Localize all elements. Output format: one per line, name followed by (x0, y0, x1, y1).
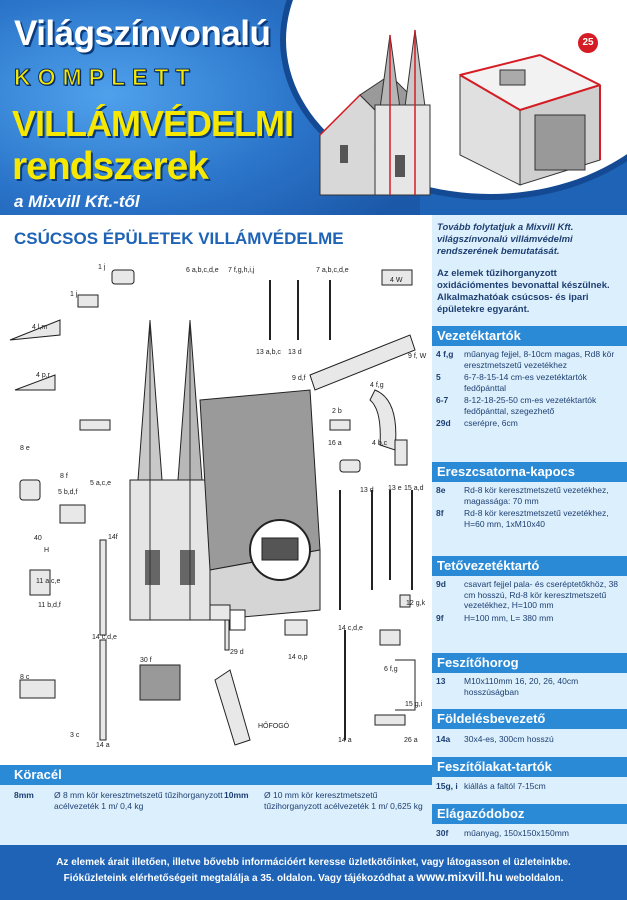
footer (0, 845, 627, 900)
components-illustration (0, 250, 432, 765)
row-desc: cserépre, 6cm (464, 418, 518, 428)
section-title: CSÚCSOS ÉPÜLETEK VILLÁMVÉDELME (14, 229, 344, 248)
row-code: 9d (436, 579, 446, 589)
table-row (436, 781, 624, 792)
footer-text: Fiókűzleteink elérhetőségeit megtalálja a 35. oldalon. Vagy tájékozódhat a (63, 873, 414, 884)
building-illustration (300, 15, 620, 210)
label: 1 j (70, 291, 78, 298)
section-header: Tetővezetéktartó (432, 556, 627, 576)
title-line-5: a Mixvill Kft.-től (14, 192, 140, 211)
table-row (436, 676, 624, 697)
table-row (436, 349, 624, 370)
table-row (436, 372, 624, 393)
label: 6 f,g (384, 666, 398, 673)
table-row (436, 613, 624, 624)
label: 7 a,b,c,d,e (316, 267, 349, 274)
label: HŐFOGÓ (258, 723, 290, 730)
label: 8 c (20, 674, 30, 681)
label: 14 a (338, 737, 352, 744)
row-code: 4 f,g (436, 349, 454, 359)
row-desc: kiállás a faltól 7-15cm (464, 781, 546, 791)
label: 15 g,i (405, 701, 423, 708)
footer-text-end: weboldalon. (505, 873, 564, 884)
table-row (436, 485, 624, 506)
row-code: 8e (436, 485, 446, 495)
table-row (436, 508, 624, 529)
label: 15 a,d (404, 485, 424, 492)
section-rows (436, 781, 624, 794)
intro-bold: Az elemek tűzihorganyzott oxidációmentes bevonattal készülnek. Alkalmazhatóak csúcsos- és ipari épületekre egyaránt. (437, 268, 610, 315)
label: 14f (108, 534, 118, 541)
label: 26 a (404, 737, 418, 744)
section-header: Elágazódoboz (432, 804, 627, 824)
label: 14 c,d,e (338, 625, 363, 632)
label: 9 f, W (408, 353, 427, 360)
row-code: 15g, i (436, 781, 458, 791)
footer-line-1: Az elemek árait illetően, illetve bővebb információért keresse üzletkötőinket, vagy látogasson el üzleteinkbe. (56, 857, 571, 868)
table-row (436, 828, 624, 839)
label: 12 g,k (406, 600, 426, 607)
label: 1 j (98, 264, 106, 271)
row-desc: 30x4-es, 300cm hosszú (464, 734, 554, 744)
section-rows (436, 349, 624, 431)
label: 4 f,g (370, 382, 384, 389)
row-desc: műanyag fejjel, 8-10cm magas, Rd8 kör eresztmetszetű vezetékhez (464, 349, 615, 370)
label: 14 a (96, 742, 110, 749)
row-code: 13 (436, 676, 446, 686)
section-header: Ereszcsatorna-kapocs (432, 462, 627, 482)
intro-italic: Tovább folytatjuk a Mixvill Kft. világszínvonalú villámvédelmi rendszerének bemutatását. (437, 222, 574, 257)
label: 30 f (140, 657, 152, 664)
label: 7 f,g,h,i,j (228, 267, 255, 274)
label: 2 b (332, 408, 342, 415)
row-code: 6-7 (436, 395, 449, 405)
label: 13 d (288, 349, 302, 356)
label: 4 W (390, 277, 403, 284)
title-line-1: Világszínvonalú (14, 14, 271, 53)
section-header: Feszítőlakat-tartók (432, 757, 627, 777)
label: 40 (34, 535, 42, 542)
table-row (436, 579, 624, 611)
label: 8 e (20, 445, 30, 452)
label: 11 b,d,f (38, 602, 61, 609)
label: 11 a,c,e (36, 578, 61, 585)
label: 3 c (70, 732, 80, 739)
title-line-4: rendszerek (12, 145, 208, 188)
page-number-badge: 25 (578, 33, 598, 53)
label: 8 f (60, 473, 68, 480)
koracel-code: 10mm (224, 790, 249, 800)
section-header: Vezetéktartók (432, 326, 627, 346)
label: 13 e (388, 485, 402, 492)
koracel-code: 8mm (14, 790, 34, 800)
label: 6 a,b,c,d,e (186, 267, 219, 274)
koracel-desc: Ø 8 mm kör keresztmetszetű tűzihorganyzott acélvezeték 1 m/ 0,4 kg (54, 790, 223, 811)
label: 4 p,r (36, 372, 51, 379)
row-code: 9f (436, 612, 444, 623)
row-desc: csavart fejjel pala- és cseréptetőkhöz, 38 cm hosszú, Rd-8 kör keresztmetszetű vezetékhez, H=100 mm (464, 579, 619, 610)
section-header: Földelésbevezető (432, 709, 627, 729)
row-desc: Rd-8 kör keresztmetszetű vezetékhez, magassága: 70 mm (464, 485, 609, 506)
label: 9 d,f (292, 375, 306, 382)
label: 16 a (328, 440, 342, 447)
row-code: 5 (436, 372, 441, 382)
section-rows (436, 734, 624, 747)
label: H (44, 547, 50, 554)
label: 4 b,c (372, 440, 388, 447)
table-row (436, 734, 624, 745)
row-desc: 8-12-18-25-50 cm-es vezetéktartók fedőpánttal, szegezhető (464, 395, 597, 416)
row-desc: Rd-8 kör keresztmetszetű vezetékhez, H=60 mm, 1xM10x40 (464, 508, 609, 529)
row-desc: 6-7-8-15-14 cm-es vezetéktartók fedőpánttal (464, 372, 587, 393)
section-rows (436, 828, 624, 841)
section-rows (436, 579, 624, 625)
section-header: Feszítőhorog (432, 653, 627, 673)
row-code: 8f (436, 508, 444, 518)
website-link[interactable]: www.mixvill.hu (416, 870, 503, 884)
cathedral-drawing (130, 320, 320, 630)
section-rows (436, 676, 624, 699)
row-desc: H=100 mm, L= 380 mm (464, 612, 554, 623)
row-code: 14a (436, 734, 451, 744)
row-code: 30f (436, 828, 449, 838)
title-line-3: VILLÁMVÉDELMI (12, 103, 293, 144)
table-row (436, 418, 624, 429)
footer-line-2 (0, 870, 627, 886)
section-rows (436, 485, 624, 531)
label: 14 o,p (288, 654, 308, 661)
label: 4 l,m (32, 324, 48, 331)
label: 13 d (360, 487, 374, 494)
table-row (436, 395, 624, 416)
row-code: 29d (436, 418, 451, 428)
label: 14 c,d,e (92, 634, 117, 641)
label: 5 a,c,e (90, 480, 112, 487)
row-desc: M10x110mm 16, 20, 26, 40cm hosszúságban (464, 676, 579, 697)
row-desc: műanyag, 150x150x150mm (464, 828, 569, 838)
koracel-desc: Ø 10 mm kör keresztmetszetű tűzihorganyzott acélvezeték 1 m/ 0,625 kg (264, 790, 423, 811)
title-line-2: KOMPLETT (14, 64, 197, 90)
label: 5 b,d,f (58, 489, 78, 496)
label: 13 a,b,c (256, 349, 281, 356)
header-banner (0, 0, 627, 215)
koracel-header: Köracél (0, 765, 432, 785)
label: 29 d (230, 649, 244, 656)
